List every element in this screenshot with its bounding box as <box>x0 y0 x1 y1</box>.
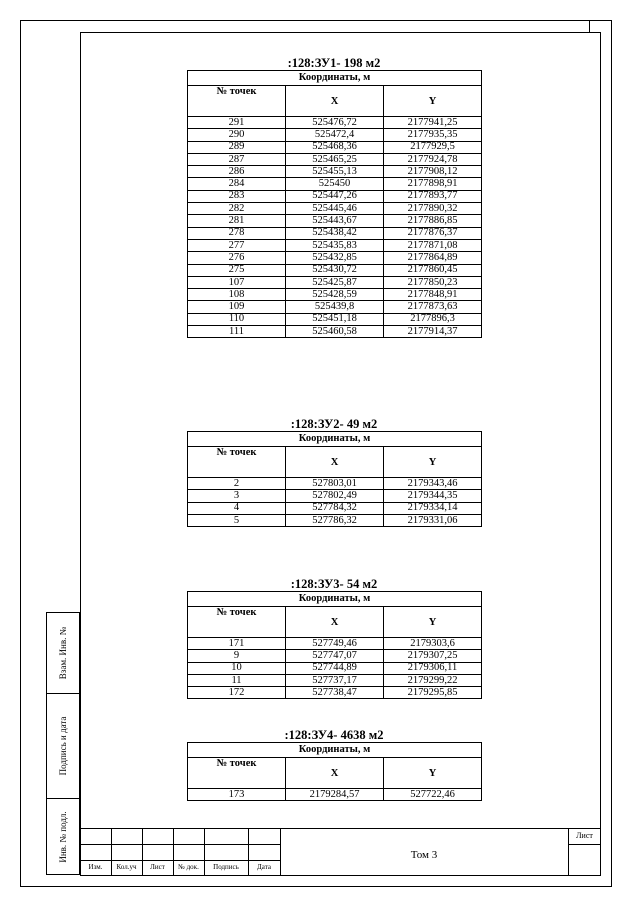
y-cell: 2179307,25 <box>384 650 482 662</box>
sheet-label: Лист <box>576 831 593 840</box>
point-number-cell: 286 <box>188 166 286 178</box>
point-number-cell: 11 <box>188 674 286 686</box>
table-row <box>188 166 482 178</box>
point-number-header: № точек <box>188 86 286 117</box>
table-row <box>188 490 482 502</box>
inner-frame-right <box>600 32 601 875</box>
table-row <box>188 117 482 129</box>
point-number-cell: 111 <box>188 326 286 338</box>
table-row <box>188 153 482 165</box>
coords-table <box>187 742 482 801</box>
y-cell: 2177935,35 <box>384 129 482 141</box>
y-cell: 2179299,22 <box>384 674 482 686</box>
x-cell: 527803,01 <box>286 478 384 490</box>
coords-body <box>188 478 482 527</box>
point-number-cell: 284 <box>188 178 286 190</box>
point-number-cell: 4 <box>188 502 286 514</box>
side-stamp-label: Подпись и дата <box>58 716 68 776</box>
y-cell: 2177873,63 <box>384 301 482 313</box>
frame-right <box>611 20 612 886</box>
x-cell: 527786,32 <box>286 514 384 526</box>
y-cell: 2177850,23 <box>384 276 482 288</box>
frame-top <box>20 20 611 21</box>
table-row <box>188 190 482 202</box>
title-block-caption: Подпись <box>213 863 239 871</box>
point-number-cell: 173 <box>188 789 286 801</box>
point-number-cell: 10 <box>188 662 286 674</box>
x-cell: 525476,72 <box>286 117 384 129</box>
table-row <box>188 301 482 313</box>
y-cell: 2177864,89 <box>384 252 482 264</box>
table-row <box>188 638 482 650</box>
title-block-caption: Дата <box>257 863 271 871</box>
x-cell: 525425,87 <box>286 276 384 288</box>
x-cell: 527802,49 <box>286 490 384 502</box>
coord-block-zu1 <box>187 56 481 338</box>
x-cell: 525455,13 <box>286 166 384 178</box>
x-cell: 527738,47 <box>286 687 384 699</box>
volume-label: Том 3 <box>410 849 438 861</box>
y-cell: 2177860,45 <box>384 264 482 276</box>
table-row <box>188 203 482 215</box>
y-cell: 2179343,46 <box>384 478 482 490</box>
parcel-title: :128:ЗУ2- 49 м2 <box>290 417 378 431</box>
point-number-cell: 171 <box>188 638 286 650</box>
point-number-cell: 172 <box>188 687 286 699</box>
title-block-caption: Изм. <box>88 863 103 871</box>
side-stamp-replace-inv <box>46 612 80 694</box>
x-header: X <box>286 607 384 638</box>
side-stamp-signature-date <box>46 693 80 799</box>
point-number-header: № точек <box>188 607 286 638</box>
side-stamp-original-inv <box>46 798 80 875</box>
y-cell: 2177890,32 <box>384 203 482 215</box>
table-row <box>188 662 482 674</box>
table-row <box>188 264 482 276</box>
y-cell: 2177848,91 <box>384 289 482 301</box>
x-cell: 525432,85 <box>286 252 384 264</box>
sheet-box-divider <box>568 844 601 845</box>
coord-block-zu2 <box>187 417 481 527</box>
table-row <box>188 313 482 325</box>
point-number-cell: 2 <box>188 478 286 490</box>
side-stamp-label: Взам. Инв. № <box>58 626 68 680</box>
y-cell: 2179306,11 <box>384 662 482 674</box>
table-row <box>188 789 482 801</box>
table-row <box>188 129 482 141</box>
point-number-cell: 287 <box>188 153 286 165</box>
x-header: X <box>286 447 384 478</box>
point-number-cell: 289 <box>188 141 286 153</box>
table-row <box>188 502 482 514</box>
point-number-cell: 109 <box>188 301 286 313</box>
x-header: X <box>286 758 384 789</box>
coords-header: Координаты, м <box>188 71 482 86</box>
point-number-header: № точек <box>188 447 286 478</box>
point-number-cell: 108 <box>188 289 286 301</box>
table-row <box>188 141 482 153</box>
x-header: X <box>286 86 384 117</box>
inner-frame-left <box>80 32 81 875</box>
y-cell: 2177929,5 <box>384 141 482 153</box>
table-row <box>188 514 482 526</box>
x-cell: 525430,72 <box>286 264 384 276</box>
point-number-cell: 107 <box>188 276 286 288</box>
x-cell: 527747,07 <box>286 650 384 662</box>
point-number-cell: 277 <box>188 239 286 251</box>
x-cell: 527744,89 <box>286 662 384 674</box>
y-cell: 2177924,78 <box>384 153 482 165</box>
point-number-cell: 275 <box>188 264 286 276</box>
table-row <box>188 178 482 190</box>
table-row <box>188 252 482 264</box>
parcel-title: :128:ЗУ4- 4638 м2 <box>284 728 384 742</box>
x-cell: 525435,83 <box>286 239 384 251</box>
x-cell: 525472,4 <box>286 129 384 141</box>
y-cell: 2177893,77 <box>384 190 482 202</box>
point-number-cell: 9 <box>188 650 286 662</box>
point-number-cell: 110 <box>188 313 286 325</box>
x-cell: 525439,8 <box>286 301 384 313</box>
inner-frame-top <box>80 32 600 33</box>
table-row <box>188 276 482 288</box>
y-header: Y <box>384 607 482 638</box>
point-number-cell: 281 <box>188 215 286 227</box>
y-header: Y <box>384 758 482 789</box>
table-row <box>188 687 482 699</box>
x-cell: 525451,18 <box>286 313 384 325</box>
y-cell: 2179303,6 <box>384 638 482 650</box>
table-row <box>188 478 482 490</box>
y-cell: 2179334,14 <box>384 502 482 514</box>
point-number-cell: 276 <box>188 252 286 264</box>
title-block-caption: № док. <box>178 863 199 871</box>
y-cell: 2179295,85 <box>384 687 482 699</box>
x-cell: 525468,36 <box>286 141 384 153</box>
coords-header: Координаты, м <box>188 432 482 447</box>
x-cell: 525445,46 <box>286 203 384 215</box>
y-header: Y <box>384 86 482 117</box>
x-cell: 527737,17 <box>286 674 384 686</box>
parcel-title: :128:ЗУ1- 198 м2 <box>287 56 381 70</box>
title-block-caption: Кол.уч <box>116 863 137 871</box>
table-row <box>188 227 482 239</box>
x-cell: 2179284,57 <box>286 789 384 801</box>
x-cell: 525438,42 <box>286 227 384 239</box>
frame-left <box>20 20 21 886</box>
coords-header: Координаты, м <box>188 592 482 607</box>
coords-table <box>187 431 482 527</box>
y-cell: 2177896,3 <box>384 313 482 325</box>
y-cell: 2177886,85 <box>384 215 482 227</box>
y-cell: 527722,46 <box>384 789 482 801</box>
title-block-row-line <box>80 860 280 861</box>
point-number-cell: 5 <box>188 514 286 526</box>
table-row <box>188 674 482 686</box>
y-cell: 2179331,06 <box>384 514 482 526</box>
parcel-title: :128:ЗУ3- 54 м2 <box>290 577 378 591</box>
x-cell: 525447,26 <box>286 190 384 202</box>
point-number-cell: 3 <box>188 490 286 502</box>
point-number-cell: 278 <box>188 227 286 239</box>
y-cell: 2177876,37 <box>384 227 482 239</box>
side-stamp-label: Инв. № подл. <box>58 810 68 863</box>
y-cell: 2179344,35 <box>384 490 482 502</box>
table-row <box>188 326 482 338</box>
y-header: Y <box>384 447 482 478</box>
y-cell: 2177914,37 <box>384 326 482 338</box>
title-block-top-line <box>80 828 601 829</box>
coords-table <box>187 591 482 699</box>
x-cell: 527749,46 <box>286 638 384 650</box>
coords-table <box>187 70 482 338</box>
table-row <box>188 215 482 227</box>
point-number-cell: 290 <box>188 129 286 141</box>
x-cell: 525428,59 <box>286 289 384 301</box>
table-row <box>188 650 482 662</box>
y-cell: 2177941,25 <box>384 117 482 129</box>
y-cell: 2177871,08 <box>384 239 482 251</box>
point-number-cell: 283 <box>188 190 286 202</box>
y-cell: 2177898,91 <box>384 178 482 190</box>
table-row <box>188 289 482 301</box>
x-cell: 525460,58 <box>286 326 384 338</box>
x-cell: 525443,67 <box>286 215 384 227</box>
y-cell: 2177908,12 <box>384 166 482 178</box>
title-block-caption: Лист <box>150 863 165 871</box>
frame-bottom <box>20 886 612 887</box>
coords-body <box>188 789 482 801</box>
coords-body <box>188 117 482 338</box>
title-block-row-line <box>80 844 280 845</box>
coord-block-zu3 <box>187 577 481 699</box>
point-number-cell: 291 <box>188 117 286 129</box>
point-number-cell: 282 <box>188 203 286 215</box>
coords-body <box>188 638 482 699</box>
table-row <box>188 239 482 251</box>
title-block <box>80 828 601 876</box>
x-cell: 525465,25 <box>286 153 384 165</box>
frame-corner-tick <box>589 20 590 32</box>
coord-block-zu4 <box>187 728 481 801</box>
coords-header: Координаты, м <box>188 743 482 758</box>
x-cell: 525450 <box>286 178 384 190</box>
x-cell: 527784,32 <box>286 502 384 514</box>
point-number-header: № точек <box>188 758 286 789</box>
